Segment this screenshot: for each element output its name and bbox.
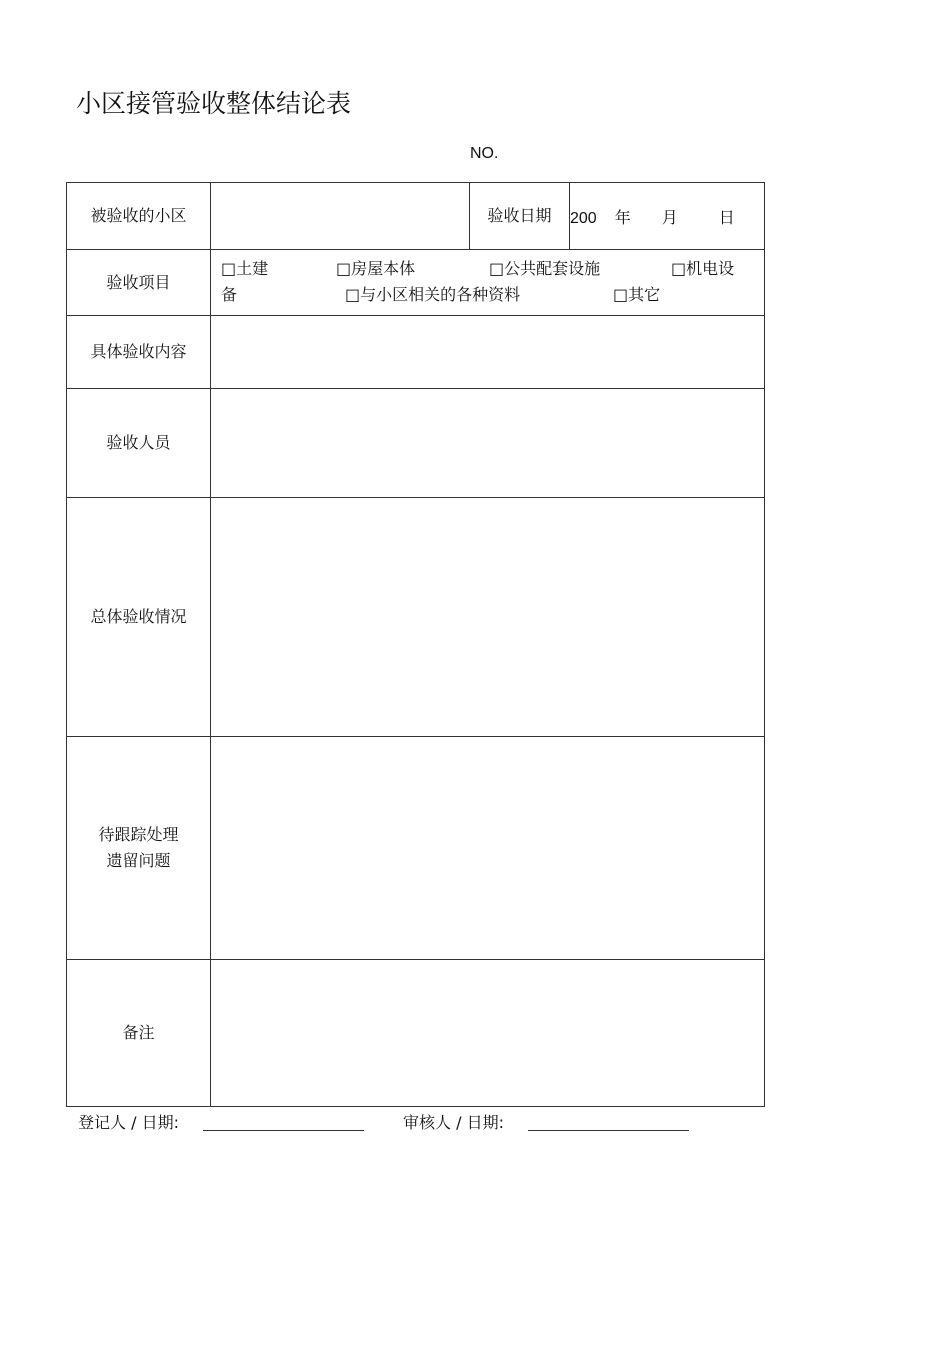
estate-label: 被验收的小区: [67, 183, 211, 250]
content-field[interactable]: [211, 316, 765, 389]
row-items: [67, 250, 765, 316]
staff-field[interactable]: [211, 389, 765, 498]
items-row-2: [221, 282, 754, 308]
items-label: 验收项目: [67, 250, 211, 316]
overall-field[interactable]: [211, 498, 765, 737]
row-staff: [67, 389, 765, 498]
option-building-body[interactable]: □房屋本体: [336, 259, 416, 278]
registrar-signature-line[interactable]: [203, 1130, 364, 1131]
date-year-prefix: 200: [570, 209, 597, 227]
overall-label: 总体验收情况: [67, 498, 211, 737]
remarks-label: 备注: [67, 960, 211, 1107]
option-civil-works[interactable]: □土建: [221, 259, 269, 278]
row-followup: [67, 737, 765, 960]
row-content: [67, 316, 765, 389]
form-title: 小区接管验收整体结论表: [76, 89, 352, 118]
form-number-label: NO.: [470, 145, 499, 162]
row-overall: [67, 498, 765, 737]
date-value-field[interactable]: [570, 183, 765, 250]
acceptance-form-table: [66, 182, 765, 1107]
date-day-unit: 日: [718, 207, 735, 227]
option-mechanical-electrical[interactable]: □机电设: [671, 259, 735, 278]
staff-label: 验收人员: [67, 389, 211, 498]
followup-field[interactable]: [211, 737, 765, 960]
content-label: 具体验收内容: [67, 316, 211, 389]
date-label: 验收日期: [470, 183, 570, 250]
remarks-field[interactable]: [211, 960, 765, 1107]
date-month-unit: 月: [661, 207, 678, 227]
followup-label-line1: 待跟踪处理: [98, 825, 179, 844]
estate-value-field[interactable]: [211, 183, 470, 250]
row-estate-date: [67, 183, 765, 250]
reviewer-signature-line[interactable]: [528, 1130, 689, 1131]
option-mechanical-electrical-cont: 备: [221, 285, 238, 304]
items-row-1: [221, 256, 754, 282]
option-estate-documents[interactable]: □与小区相关的各种资料: [345, 285, 521, 304]
registrar-label: 登记人 / 日期:: [78, 1113, 179, 1132]
date-year-unit: 年: [614, 207, 631, 227]
row-remarks: [67, 960, 765, 1107]
reviewer-label: 审核人 / 日期:: [403, 1113, 504, 1132]
items-options: [211, 250, 765, 316]
followup-label-line2: 遗留问题: [106, 851, 171, 870]
option-other[interactable]: □其它: [613, 285, 661, 304]
followup-label: [67, 737, 211, 960]
footer-signatures: [0, 1110, 950, 1140]
option-public-facilities[interactable]: □公共配套设施: [489, 259, 601, 278]
